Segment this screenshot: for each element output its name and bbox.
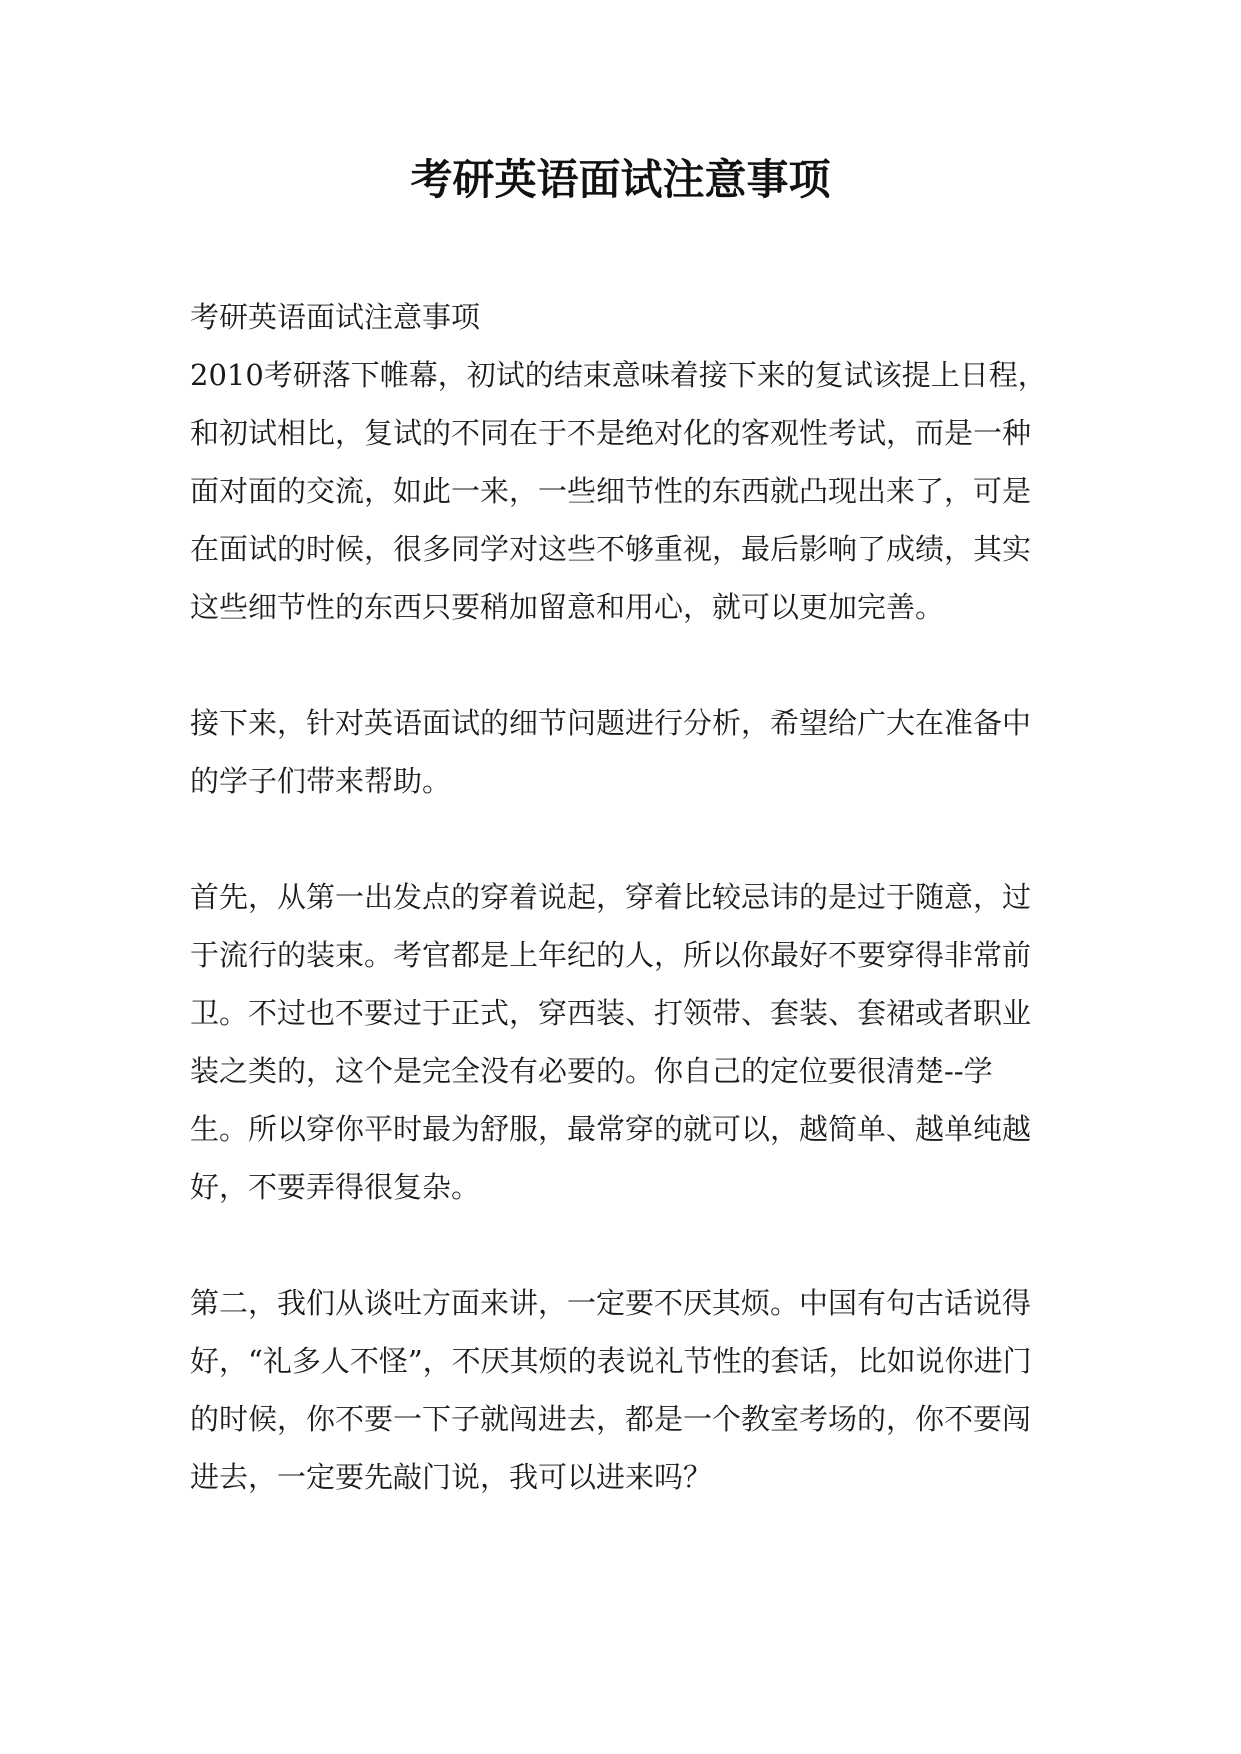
paragraph-spacer (190, 636, 1050, 694)
intro-paragraph: 2010考研落下帷幕，初试的结束意味着接下来的复试该提上日程，和初试相比，复试的不同在于不是绝对化的客观性考试，而是一种面对面的交流，如此一来，一些细节性的东西就凸现出来了，可是在面试的时候，很多同学对这些不够重视，最后影响了成绩，其实这些细节性的东西只要稍加留意和用心，就可以更加完善。 (190, 358, 1047, 624)
manners-paragraph: 第二，我们从谈吐方面来讲，一定要不厌其烦。中国有句古话说得好，“礼多人不怪”，不厌其烦的表说礼节性的套话，比如说你进门的时候，你不要一下子就闯进去，都是一个教室考场的，你不要闯进去，一定要先敲门说，我可以进来吗？ (190, 1286, 1032, 1494)
transition-paragraph: 接下来，针对英语面试的细节问题进行分析，希望给广大在准备中的学子们带来帮助。 (190, 706, 1032, 798)
document-body (190, 288, 1050, 1506)
paragraph-spacer (190, 1216, 1050, 1274)
clothing-paragraph: 首先，从第一出发点的穿着说起，穿着比较忌讳的是过于随意，过于流行的装束。考官都是上年纪的人，所以你最好不要穿得非常前卫。不过也不要过于正式，穿西装、打领带、套装、套裙或者职业装之类的，这个是完全没有必要的。你自己的定位要很清楚--学生。所以穿你平时最为舒服，最常穿的就可以，越简单、越单纯越好，不要弄得很复杂。 (190, 880, 1032, 1204)
document-title: 考研英语面试注意事项 (410, 155, 831, 204)
subtitle-paragraph: 考研英语面试注意事项 (190, 300, 481, 334)
paragraph-spacer (190, 810, 1050, 868)
